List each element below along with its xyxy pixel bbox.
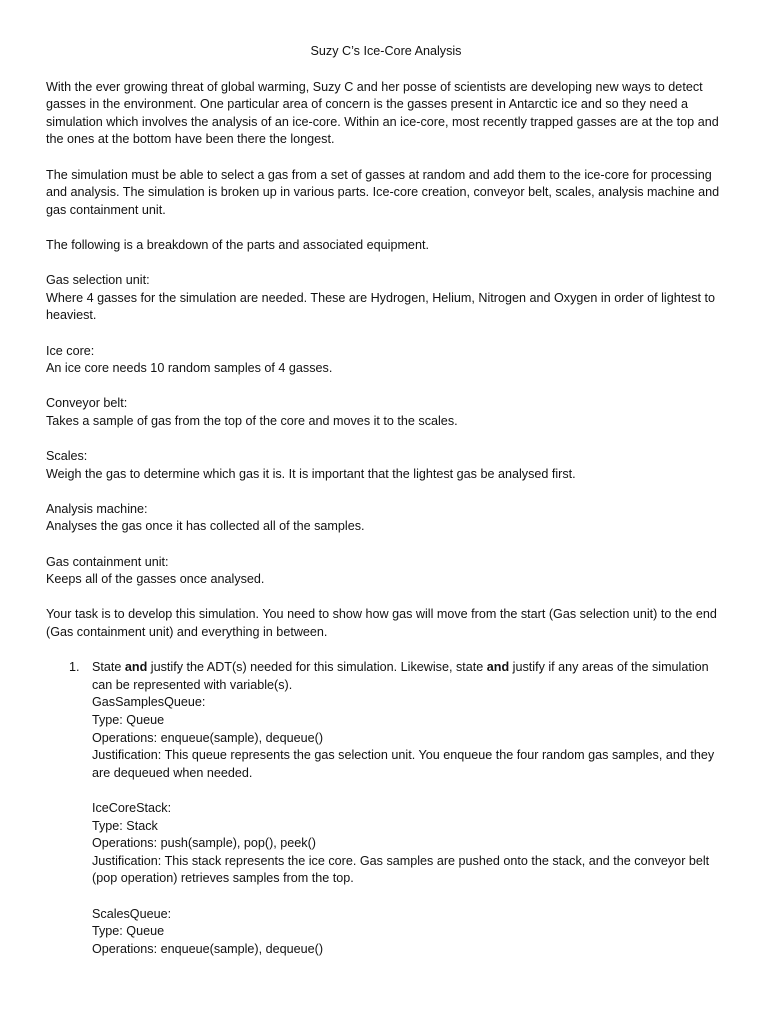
part-text-conveyor-belt: Takes a sample of gas from the top of the core and moves it to the scales. xyxy=(46,413,458,428)
part-heading-scales: Scales: xyxy=(46,449,88,464)
part-text-ice-core: An ice core needs 10 random samples of 4 gasses. xyxy=(46,361,333,376)
part-heading-gas-selection: Gas selection unit: xyxy=(46,273,150,288)
adt-name-scales-queue: ScalesQueue: xyxy=(92,906,172,921)
part-text-gas-selection: Where 4 gasses for the simulation are needed. These are Hydrogen, Helium, Nitrogen and Oxygen in order of lightest to heaviest. xyxy=(46,290,715,323)
question-text: State and justify the ADT(s) needed for this simulation. Likewise, state and justify if any areas of the simulation can be represented with variable(s). xyxy=(92,660,709,692)
document-page xyxy=(46,43,726,958)
task-paragraph: Your task is to develop this simulation. You need to show how gas will move from the start (Gas selection unit) to the end (Gas containment unit) and everything in between. xyxy=(46,607,717,639)
adt-justification: Justification: This stack represents the ice core. Gas samples are pushed onto the stack, and the conveyor belt (pop operation) retrieves samples from the top. xyxy=(92,853,710,886)
emphasis-and: and xyxy=(486,660,510,675)
emphasis-and: and xyxy=(124,660,148,675)
adt-type: Type: Queue xyxy=(92,712,165,727)
part-heading-analysis-machine: Analysis machine: xyxy=(46,501,148,516)
adt-operations: Operations: push(sample), pop(), peek() xyxy=(92,836,316,851)
adt-type: Type: Queue xyxy=(92,924,165,939)
simulation-paragraph: The simulation must be able to select a gas from a set of gasses at random and add them to the ice-core for processing and analysis. The simulation is broken up in various parts. Ice-core creation, conveyor belt, scales, analysis machine and gas containment unit. xyxy=(46,167,720,217)
document-title: Suzy C’s Ice-Core Analysis xyxy=(310,44,462,58)
part-text-containment-unit: Keeps all of the gasses once analysed. xyxy=(46,572,265,587)
adt-justification: Justification: This queue represents the gas selection unit. You enqueue the four random gas samples, and they are dequeued when needed. xyxy=(92,748,715,780)
intro-paragraph: With the ever growing threat of global warming, Suzy C and her posse of scientists are developing new ways to detect gasses in the environment. One particular area of concern is the gasses present in Antarctic ice and so they need a simulation which involves the analysis of an ice-core. Within an ice-core, most recently trapped gasses are at the top and the ones at the bottom have been there the longest. xyxy=(46,79,719,147)
part-text-analysis-machine: Analyses the gas once it has collected all of the samples. xyxy=(46,519,365,534)
question-list xyxy=(46,659,726,958)
adt-name-gas-samples-queue: GasSamplesQueue: xyxy=(92,695,206,710)
breakdown-intro: The following is a breakdown of the parts and associated equipment. xyxy=(46,237,429,252)
part-text-scales: Weigh the gas to determine which gas it is. It is important that the lightest gas be analysed first. xyxy=(46,466,576,481)
adt-name-ice-core-stack: IceCoreStack: xyxy=(92,800,172,815)
question-number: 1. xyxy=(69,660,80,675)
adt-operations: Operations: enqueue(sample), dequeue() xyxy=(92,730,324,745)
adt-operations: Operations: enqueue(sample), dequeue() xyxy=(92,941,324,956)
part-heading-containment-unit: Gas containment unit: xyxy=(46,554,169,569)
question-item-1 xyxy=(46,659,726,958)
part-heading-conveyor-belt: Conveyor belt: xyxy=(46,396,128,411)
part-heading-ice-core: Ice core: xyxy=(46,343,95,358)
adt-type: Type: Stack xyxy=(92,818,158,833)
